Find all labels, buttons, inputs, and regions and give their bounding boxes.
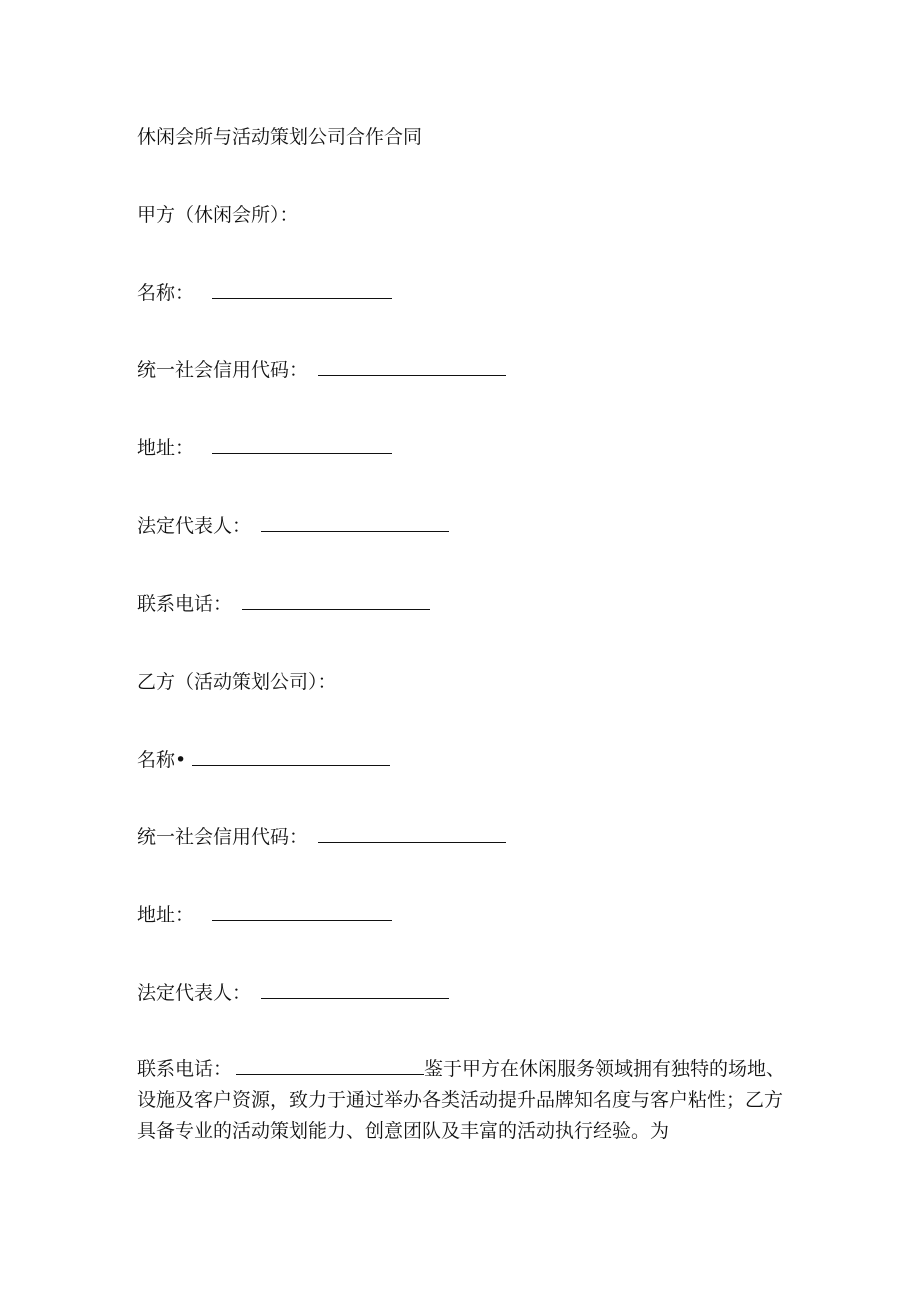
party-a-address-blank[interactable]	[212, 435, 392, 454]
party-b-name-row	[137, 747, 390, 773]
party-a-legal-rep-label: 法定代表人：	[137, 515, 252, 537]
party-b-phone-label: 联系电话：	[137, 1058, 233, 1080]
party-a-phone-label: 联系电话：	[137, 593, 233, 615]
document-title: 休闲会所与活动策划公司合作合同	[137, 126, 423, 148]
party-a-legal-rep-blank[interactable]	[261, 513, 449, 532]
party-b-name-label: 名称•	[137, 749, 187, 771]
party-a-name-row	[137, 280, 392, 306]
party-a-name-label: 名称：	[137, 282, 195, 304]
party-a-phone-blank[interactable]	[242, 591, 430, 610]
preamble-text: 鉴于甲方在休闲服务领域拥有独特的场地、设施及客户资源，致力于通过举办各类活动提升品牌知名度与客户粘性；乙方具备专业的活动策划能力、创意团队及丰富的活动执行经验。为	[137, 1058, 786, 1142]
party-a-name-blank[interactable]	[212, 280, 392, 299]
party-b-legal-rep-label: 法定代表人：	[137, 982, 252, 1004]
party-b-legal-rep-blank[interactable]	[261, 980, 449, 999]
party-b-name-blank[interactable]	[192, 747, 390, 766]
party-a-address-row	[137, 435, 392, 461]
party-b-phone-blank[interactable]	[236, 1056, 424, 1075]
party-b-credit-code-label: 统一社会信用代码：	[137, 826, 309, 848]
party-b-credit-code-blank[interactable]	[318, 824, 506, 843]
party-a-credit-code-label: 统一社会信用代码：	[137, 359, 309, 381]
party-b-phone-and-preamble	[137, 1054, 787, 1147]
party-b-address-blank[interactable]	[212, 902, 392, 921]
party-b-legal-rep-row	[137, 980, 449, 1006]
party-a-address-label: 地址：	[137, 437, 195, 459]
party-b-address-row	[137, 902, 392, 928]
party-a-heading: 甲方（休闲会所）：	[137, 204, 299, 226]
party-a-legal-rep-row	[137, 513, 449, 539]
party-a-credit-code-row	[137, 357, 506, 383]
party-a-phone-row	[137, 591, 430, 617]
party-b-credit-code-row	[137, 824, 506, 850]
party-b-address-label: 地址：	[137, 904, 195, 926]
party-a-credit-code-blank[interactable]	[318, 357, 506, 376]
party-b-heading: 乙方（活动策划公司）：	[137, 671, 337, 693]
